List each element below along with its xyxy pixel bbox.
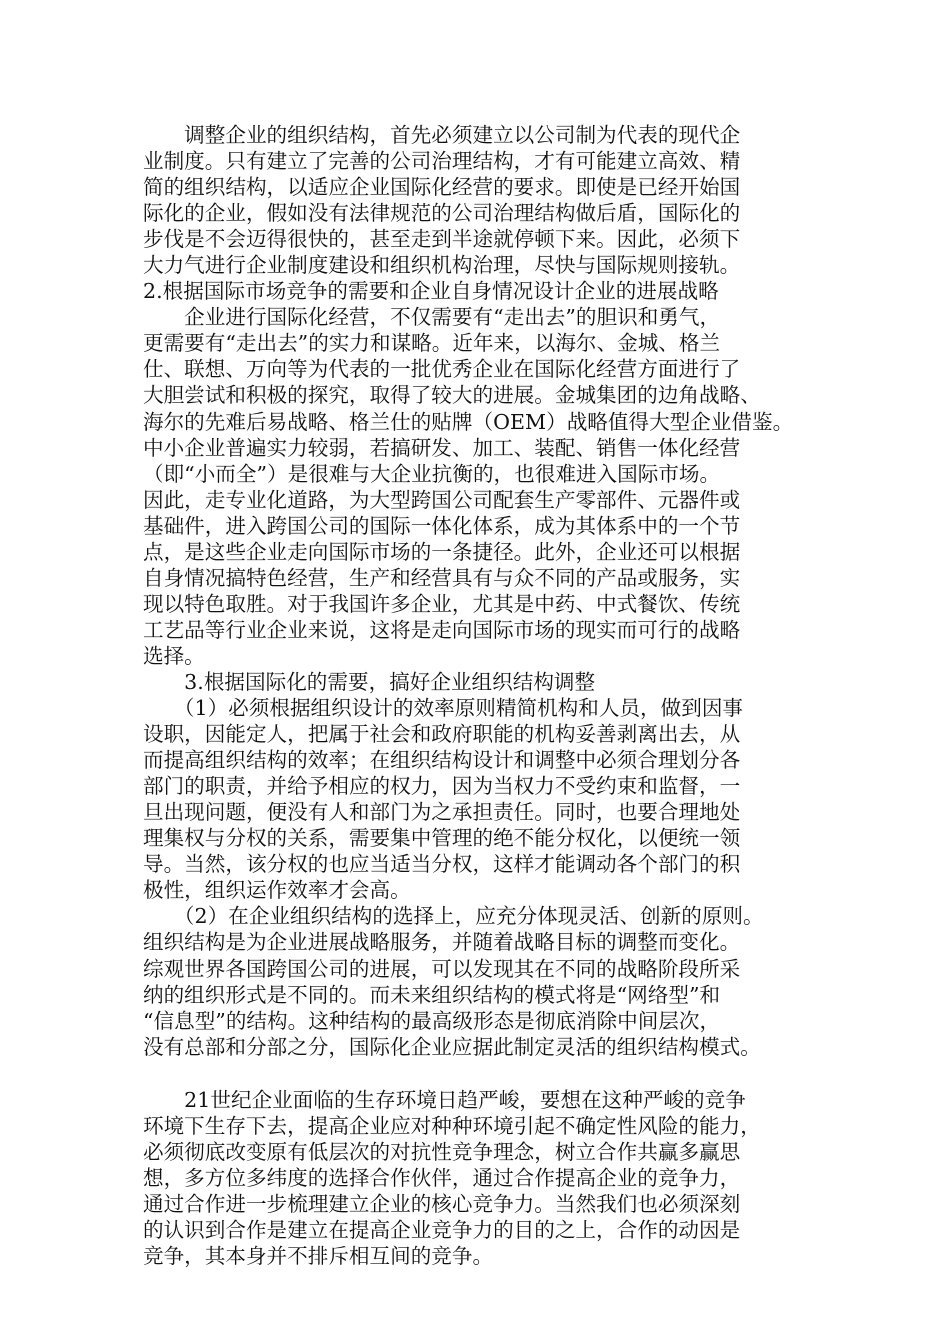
text-line: 企业进行国际化经营，不仅需要有“走出去”的胆识和勇气， xyxy=(143,305,721,330)
text-line: 更需要有“走出去”的实力和谋略。近年来，以海尔、金城、格兰 xyxy=(143,331,721,356)
text-line: 必须彻底改变原有低层次的对抗性竞争理念，树立合作共赢多赢思 xyxy=(143,1139,741,1164)
text-line: 步伐是不会迈得很快的，甚至走到半途就停顿下来。因此，必须下 xyxy=(143,227,741,252)
text-line: 理集权与分权的关系，需要集中管理的绝不能分权化，以便统一领 xyxy=(143,826,741,851)
text-line: 自身情况搞特色经营，生产和经营具有与众不同的产品或服务，实 xyxy=(143,565,741,590)
text-line: （2）在企业组织结构的选择上，应充分体现灵活、创新的原则。 xyxy=(143,904,764,929)
text-line: （1）必须根据组织设计的效率原则精简机构和人员，做到因事 xyxy=(143,696,744,721)
text-line: 导。当然，该分权的也应当适当分权，这样才能调动各个部门的积 xyxy=(143,852,741,877)
text-line: 仕、联想、万向等为代表的一批优秀企业在国际化经营方面进行了 xyxy=(143,357,741,382)
text-line: 现以特色取胜。对于我国许多企业，尤其是中药、中式餐饮、传统 xyxy=(143,591,741,616)
text-line: 际化的企业，假如没有法律规范的公司治理结构做后盾，国际化的 xyxy=(143,201,741,226)
text-line: 纳的组织形式是不同的。而未来组织结构的模式将是“网络型”和 xyxy=(143,982,721,1007)
text-line: “信息型”的结构。这种结构的最高级形态是彻底消除中间层次， xyxy=(143,1008,721,1033)
text-line: 极性，组织运作效率才会高。 xyxy=(143,878,411,903)
text-line: 海尔的先难后易战略、格兰仕的贴牌（OEM）战略值得大型企业借鉴。 xyxy=(143,409,794,434)
text-line: 组织结构是为企业进展战略服务，并随着战略目标的调整而变化。 xyxy=(143,930,741,955)
text-line: 而提高组织结构的效率；在组织结构设计和调整中必须合理划分各 xyxy=(143,748,741,773)
text-line: 因此，走专业化道路，为大型跨国公司配套生产零部件、元器件或 xyxy=(143,487,741,512)
section-heading: 2.根据国际市场竞争的需要和企业自身情况设计企业的进展战略 xyxy=(143,279,719,304)
text-line: 综观世界各国跨国公司的进展，可以发现其在不同的战略阶段所采 xyxy=(143,956,741,981)
text-line: 工艺品等行业企业来说，这将是走向国际市场的现实而可行的战略 xyxy=(143,617,741,642)
text-line: 大胆尝试和积极的探究，取得了较大的进展。金城集团的边角战略、 xyxy=(143,383,761,408)
text-line: 简的组织结构，以适应企业国际化经营的要求。即使是已经开始国 xyxy=(143,175,741,200)
text-line: 没有总部和分部之分，国际化企业应据此制定灵活的组织结构模式。 xyxy=(143,1034,761,1059)
text-line: 业制度。只有建立了完善的公司治理结构，才有可能建立高效、精 xyxy=(143,149,741,174)
text-line: 竞争，其本身并不排斥相互间的竞争。 xyxy=(143,1243,494,1268)
text-line: 基础件，进入跨国公司的国际一体化体系，成为其体系中的一个节 xyxy=(143,513,741,538)
text-line: 设职，因能定人，把属于社会和政府职能的机构妥善剥离出去，从 xyxy=(143,722,741,747)
section-heading: 3.根据国际化的需要，搞好企业组织结构调整 xyxy=(143,669,596,694)
blank-line xyxy=(143,1060,823,1087)
text-line: 大力气进行企业制度建设和组织机构治理，尽快与国际规则接轨。 xyxy=(143,253,741,278)
text-line: （即“小而全”）是很难与大企业抗衡的，也很难进入国际市场。 xyxy=(143,461,721,486)
text-line: 想，多方位多纬度的选择合作伙伴，通过合作提高企业的竞争力， xyxy=(143,1165,741,1190)
text-line: 调整企业的组织结构，首先必须建立以公司制为代表的现代企 xyxy=(143,123,741,147)
text-line: 21世纪企业面临的生存环境日趋严峻，要想在这种严峻的竞争 xyxy=(143,1087,746,1112)
text-line: 的认识到合作是建立在提高企业竞争力的目的之上，合作的动因是 xyxy=(143,1217,741,1242)
text-line: 选择。 xyxy=(143,643,205,668)
text-line: 通过合作进一步梳理建立企业的核心竞争力。当然我们也必须深刻 xyxy=(143,1191,741,1216)
text-line: 环境下生存下去，提高企业应对种种环境引起不确定性风险的能力， xyxy=(143,1113,761,1138)
document-page xyxy=(143,122,823,1269)
text-line: 旦出现问题，便没有人和部门为之承担责任。同时，也要合理地处 xyxy=(143,800,741,825)
text-line: 部门的职责，并给予相应的权力，因为当权力不受约束和监督，一 xyxy=(143,774,741,799)
text-line: 中小企业普遍实力较弱，若搞研发、加工、装配、销售一体化经营 xyxy=(143,435,741,460)
text-line: 点，是这些企业走向国际市场的一条捷径。此外，企业还可以根据 xyxy=(143,539,741,564)
